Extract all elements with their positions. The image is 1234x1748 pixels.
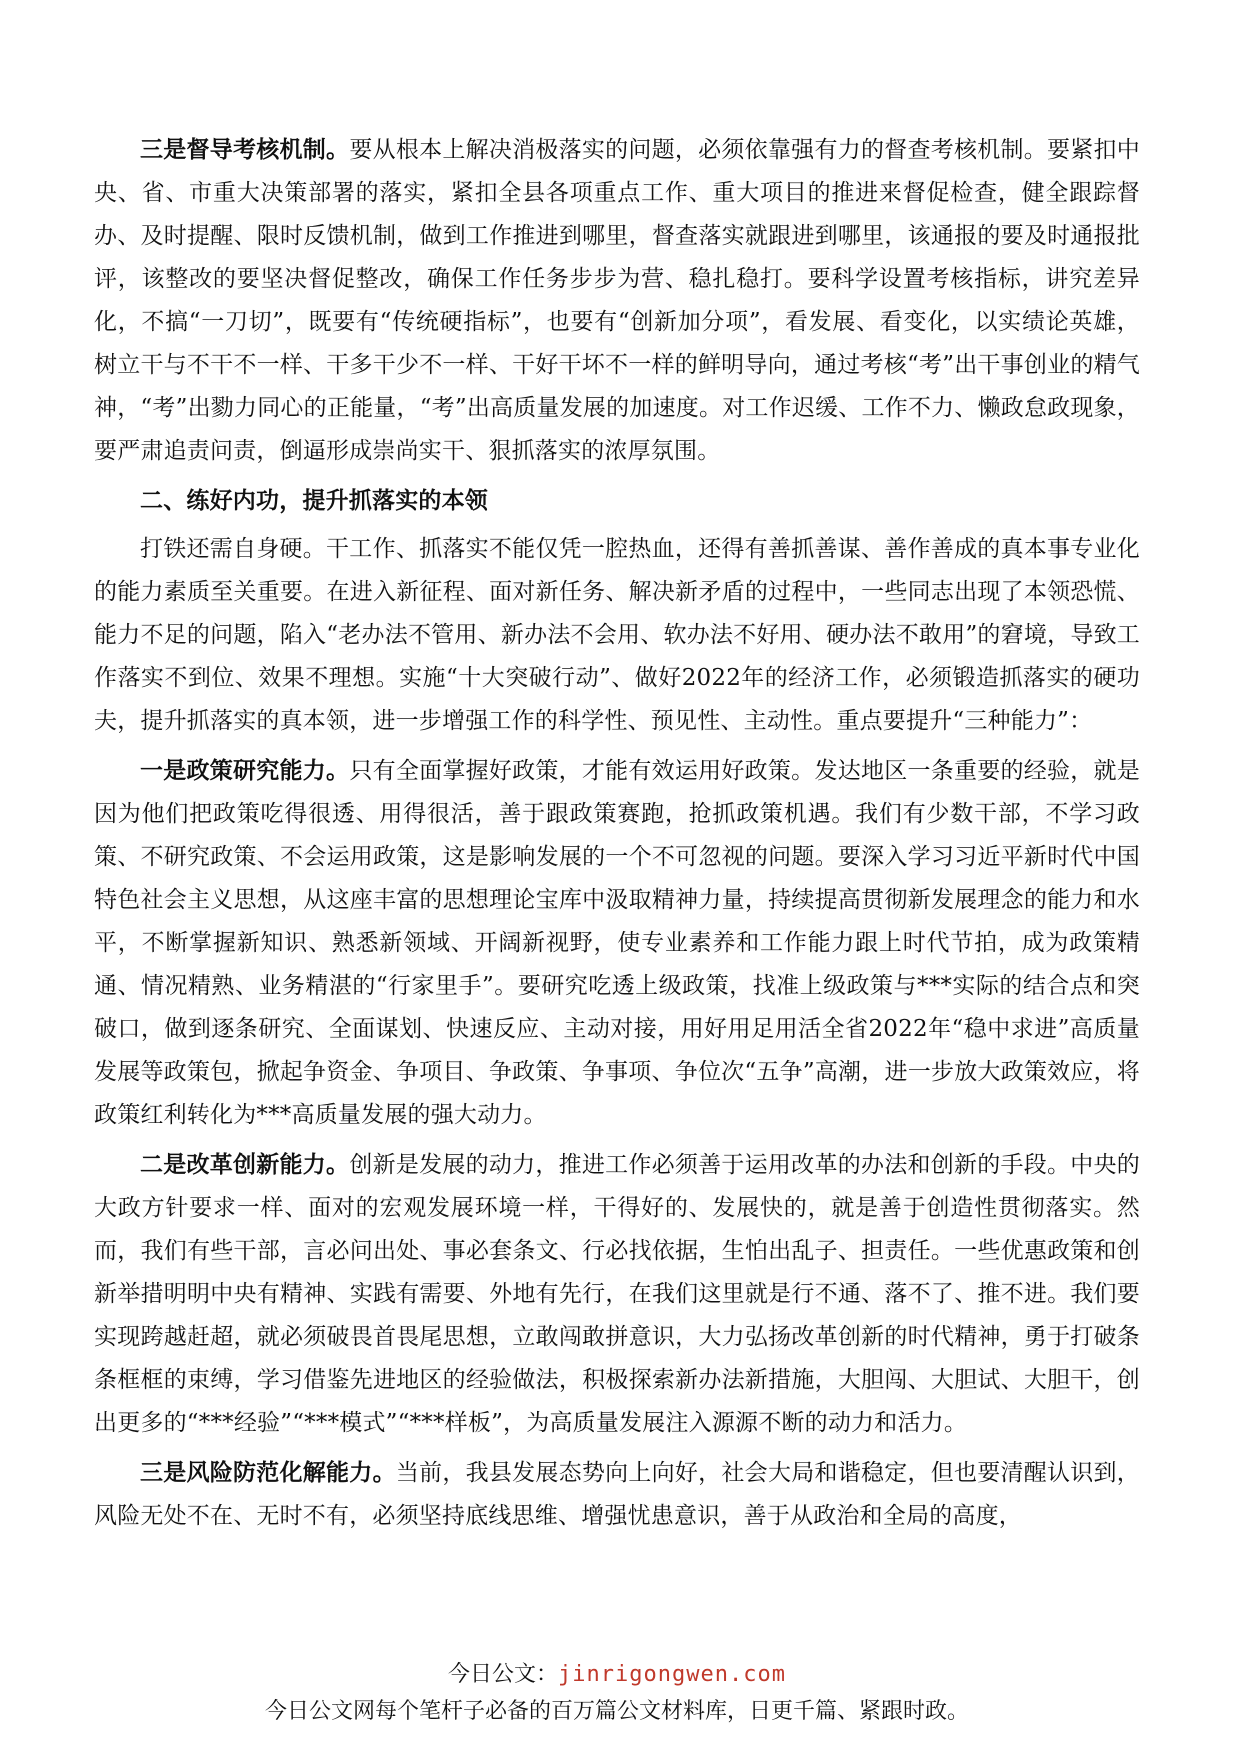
paragraph-supervision: [94, 128, 1140, 473]
paragraph-lead: 三是督导考核机制。: [140, 136, 350, 163]
paragraph-text: 只有全面掌握好政策，才能有效运用好政策。发达地区一条重要的经验，就是因为他们把政策吃得很透、用得很活，善于跟政策赛跑，抢抓政策机遇。我们有少数干部，不学习政策、不研究政策、不会运用政策，这是影响发展的一个不可忽视的问题。要深入学习习近平新时代中国特色社会主义思想，从这座丰富的思想理论宝库中汲取精神力量，持续提高贯彻新发展理念的能力和水平，不断掌握新知识、熟悉新领域、开阔新视野，使专业素养和工作能力跟上时代节拍，成为政策精通、情况精熟、业务精湛的“行家里手”。要研究吃透上级政策，找准上级政策与***实际的结合点和突破口，做到逐条研究、全面谋划、快速反应、主动对接，用好用足用活全省2022年“稳中求进”高质量发展等政策包，掀起争资金、争项目、争政策、争事项、争位次“五争”高潮，进一步放大政策效应，将政策红利转化为***高质量发展的强大动力。: [94, 758, 1140, 1128]
footer-label: 今日公文：: [448, 1662, 559, 1687]
section-heading: 二、练好内功，提升抓落实的本领: [140, 487, 488, 514]
footer-site-link[interactable]: jinrigongwen.com: [558, 1662, 786, 1687]
footer-site-line: [0, 1660, 1234, 1690]
paragraph-text: 当前，我县发展态势向上向好，社会大局和谐稳定，但也要清醒认识到，风险无处不在、无时不有，必须坚持底线思维、增强忧患意识，善于从政治和全局的高度，: [94, 1460, 1140, 1529]
paragraph-reform-innovation: [94, 1143, 1140, 1445]
paragraph-risk-prevention: [94, 1451, 1140, 1538]
document-body: [94, 128, 1140, 1538]
footer-slogan: 今日公文网每个笔杆子必备的百万篇公文材料库，日更千篇、紧跟时政。: [264, 1699, 969, 1724]
paragraph-lead: 三是风险防范化解能力。: [140, 1459, 396, 1486]
paragraph-policy-research: [94, 749, 1140, 1137]
paragraph-lead: 一是政策研究能力。: [140, 757, 350, 784]
paragraph-lead: 二是改革创新能力。: [140, 1151, 350, 1178]
paragraph-text: 创新是发展的动力，推进工作必须善于运用改革的办法和创新的手段。中央的大政方针要求一样、面对的宏观发展环境一样，干得好的、发展快的，就是善于创造性贯彻落实。然而，我们有些干部，言必问出处、事必套条文、行必找依据，生怕出乱子、担责任。一些优惠政策和创新举措明明中央有精神、实践有需要、外地有先行，在我们这里就是行不通、落不了、推不进。我们要实现跨越赶超，就必须破畏首畏尾思想，立敢闯敢拼意识，大力弘扬改革创新的时代精神，勇于打破条条框框的束缚，学习借鉴先进地区的经验做法，积极探索新办法新措施，大胆闯、大胆试、大胆干，创出更多的“***经验”“***模式”“***样板”，为高质量发展注入源源不断的动力和活力。: [94, 1152, 1140, 1436]
paragraph-text: 要从根本上解决消极落实的问题，必须依靠强有力的督查考核机制。要紧扣中央、省、市重大决策部署的落实，紧扣全县各项重点工作、重大项目的推进来督促检查，健全跟踪督办、及时提醒、限时反馈机制，做到工作推进到哪里，督查落实就跟进到哪里，该通报的要及时通报批评，该整改的要坚决督促整改，确保工作任务步步为营、稳扎稳打。要科学设置考核指标，讲究差异化，不搞“一刀切”，既要有“传统硬指标”，也要有“创新加分项”，看发展、看变化，以实绩论英雄，树立干与不干不一样、干多干少不一样、干好干坏不一样的鲜明导向，通过考核“考”出干事创业的精气神，“考”出勠力同心的正能量，“考”出高质量发展的加速度。对工作迟缓、工作不力、懒政怠政现象，要严肃追责问责，倒逼形成崇尚实干、狠抓落实的浓厚氛围。: [94, 137, 1140, 464]
paragraph-intro: 打铁还需自身硬。干工作、抓落实不能仅凭一腔热血，还得有善抓善谋、善作善成的真本事专业化的能力素质至关重要。在进入新征程、面对新任务、解决新矛盾的过程中，一些同志出现了本领恐慌、能力不足的问题，陷入“老办法不管用、新办法不会用、软办法不好用、硬办法不敢用”的窘境，导致工作落实不到位、效果不理想。实施“十大突破行动”、做好2022年的经济工作，必须锻造抓落实的硬功夫，提升抓落实的真本领，进一步增强工作的科学性、预见性、主动性。重点要提升“三种能力”：: [94, 536, 1140, 734]
